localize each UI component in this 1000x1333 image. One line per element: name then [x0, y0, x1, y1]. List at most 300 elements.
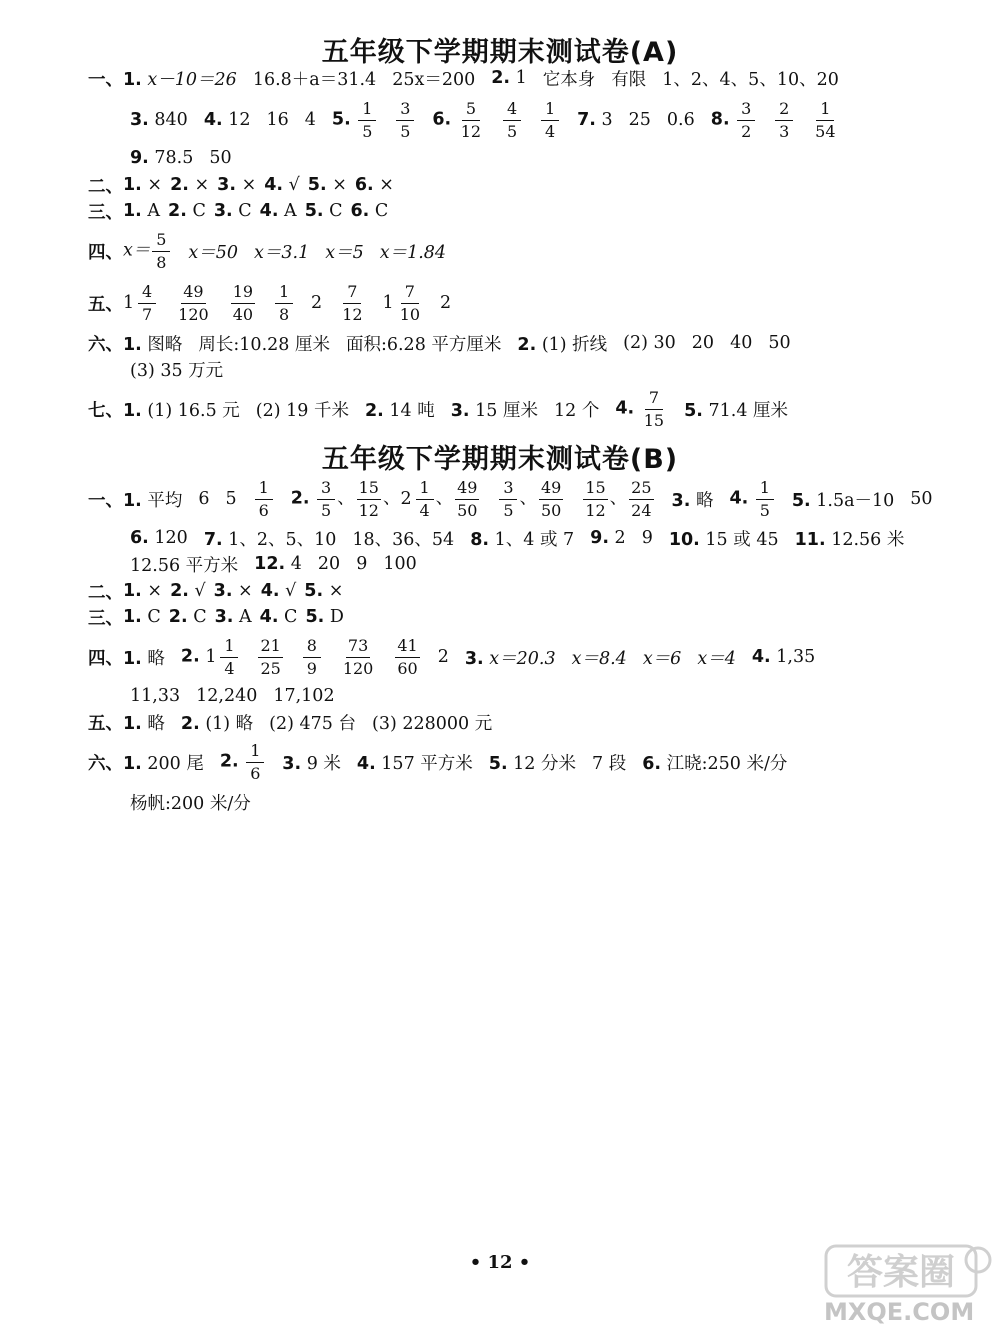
- answer-text: 15 或 45: [705, 529, 779, 550]
- fraction: [459, 100, 483, 140]
- answer-text: 平均: [147, 490, 183, 511]
- fraction-denominator: 5: [362, 121, 373, 141]
- fraction: [231, 283, 255, 323]
- question-number: 2.: [219, 751, 239, 772]
- answer: 16.8＋a＝31.4: [252, 69, 377, 90]
- fraction-denominator: 50: [457, 500, 478, 520]
- fraction-denominator: 120: [178, 304, 209, 324]
- answer-item: [470, 526, 574, 551]
- answer-item: [204, 110, 251, 130]
- answer-text: 12 分米: [513, 753, 577, 774]
- question-number: 5.: [684, 400, 703, 421]
- fraction-denominator: 6: [258, 500, 269, 520]
- fraction: [255, 479, 273, 519]
- fraction-numerator: 5: [462, 100, 480, 121]
- question-number: 5.: [331, 109, 351, 130]
- answer-item: [123, 397, 240, 422]
- question-number: 5.: [307, 175, 327, 195]
- section-heading: 四、: [88, 648, 123, 669]
- question-number: 4.: [203, 110, 223, 130]
- answer-text: C: [147, 607, 161, 627]
- answer-item: [123, 331, 182, 356]
- answer-item: 20: [691, 333, 715, 353]
- answer-item: [291, 479, 482, 519]
- question-number: 2.: [170, 175, 189, 195]
- page-number: • 12 •: [469, 1252, 531, 1273]
- fraction-numerator: 15: [357, 479, 381, 500]
- answer-text: (1) 折线: [541, 334, 608, 355]
- question-number: 5.: [488, 753, 508, 774]
- fraction: [303, 637, 321, 677]
- answer-text: C: [284, 607, 298, 627]
- answer-item: [752, 647, 815, 667]
- answer: 1、2、4、5、10、20: [662, 69, 839, 90]
- fraction-denominator: 7: [142, 304, 153, 324]
- fraction: [541, 100, 559, 140]
- test-b-section-4-line-1: [88, 629, 815, 685]
- fraction-denominator: 12: [358, 500, 379, 520]
- answer-text: 略: [695, 490, 714, 511]
- fraction-numerator: 1: [255, 479, 273, 500]
- answer-item: [229, 283, 257, 323]
- answer-item: 11,33: [130, 686, 181, 706]
- fraction-numerator: 7: [401, 283, 419, 304]
- answer-item: [168, 201, 206, 221]
- fraction-denominator: 5: [503, 500, 514, 520]
- answer-item: [517, 331, 607, 356]
- answer-text: 、: [519, 488, 537, 509]
- fraction-numerator: 3: [737, 100, 755, 121]
- question-number: 3.: [213, 201, 233, 221]
- answer-item: [215, 607, 252, 627]
- fraction-numerator: 1: [220, 637, 238, 658]
- fraction-denominator: 25: [260, 658, 281, 678]
- question-number: 3.: [214, 607, 234, 627]
- answer-item: [357, 750, 473, 775]
- fraction-denominator: 8: [156, 252, 167, 272]
- question-number: 1.: [123, 713, 142, 734]
- answer-text: 120: [154, 528, 188, 548]
- answer-item: [130, 528, 188, 548]
- answer-text: 1、4 或 7: [494, 529, 575, 550]
- fraction: [317, 479, 335, 519]
- fraction-numerator: 1: [756, 479, 774, 500]
- answer-text: x＝20.3: [489, 648, 556, 669]
- fraction: [340, 283, 364, 323]
- fraction-denominator: 5: [507, 121, 518, 141]
- fraction: [220, 637, 238, 677]
- fraction-denominator: 60: [397, 658, 418, 678]
- answer-item: 9: [356, 554, 368, 574]
- section-heading: 六、: [88, 753, 123, 774]
- fraction-numerator: 1: [416, 479, 434, 500]
- answer-item: [792, 487, 894, 512]
- fraction: [539, 479, 563, 519]
- answer-item: [711, 100, 757, 140]
- question-number: 3.: [213, 581, 233, 601]
- answer-item: 50: [768, 333, 791, 353]
- fraction-numerator: 73: [346, 637, 370, 658]
- answer-item: 周长:10.28 厘米: [198, 334, 330, 355]
- answer-item: [123, 175, 162, 195]
- question-number: 6.: [642, 753, 662, 774]
- answer-text: A: [284, 201, 297, 221]
- test-a-section-5: [88, 275, 451, 331]
- answer-item: [684, 397, 788, 422]
- answer: 840: [154, 110, 188, 130]
- question-number: 4.: [751, 647, 771, 667]
- answer-item: 12,240: [196, 686, 258, 706]
- answer-text: 157 平方米: [381, 753, 473, 774]
- question-number: 12.: [254, 554, 286, 574]
- answer: 1: [515, 68, 527, 88]
- answer-text: 杨帆:200 米/分: [130, 793, 251, 814]
- answer-item: [123, 607, 161, 627]
- answer-text: 、: [609, 488, 628, 509]
- question-number: 1.: [123, 400, 142, 421]
- question-number: 1.: [123, 334, 142, 355]
- fraction-denominator: 12: [460, 121, 482, 141]
- fraction: [756, 479, 774, 519]
- question-number: 5.: [304, 581, 324, 601]
- answer-text: 略: [147, 713, 165, 734]
- answer-item: [811, 100, 839, 140]
- question-number: 1.: [123, 607, 142, 627]
- question-number: 3.: [671, 490, 691, 511]
- fraction-denominator: 6: [250, 763, 261, 783]
- test-a-section-1-line-1: [88, 63, 839, 93]
- cross-mark: ×: [147, 175, 163, 195]
- question-number: 9.: [130, 148, 149, 168]
- answer-text: 1: [123, 292, 135, 313]
- answer-item: [174, 283, 213, 323]
- question-number: 2.: [491, 68, 511, 88]
- answer-text: 、: [337, 488, 355, 509]
- answer-item: 40: [730, 333, 753, 353]
- answer-item: [350, 201, 388, 221]
- question-number: 5.: [304, 201, 324, 221]
- answer-item: [260, 201, 297, 221]
- answer-item: [669, 526, 779, 551]
- check-mark: √: [194, 581, 206, 601]
- test-a-section-3: [88, 196, 396, 226]
- fraction-denominator: 5: [400, 121, 411, 141]
- fraction-numerator: 21: [258, 637, 282, 658]
- answer-item: [254, 554, 302, 574]
- question-number: 2.: [180, 646, 200, 667]
- question-number: 1.: [123, 175, 142, 195]
- question-number: 5.: [791, 490, 811, 511]
- cross-mark: ×: [332, 175, 347, 195]
- answer-text: 3: [601, 110, 613, 130]
- answer-text: 15 厘米: [475, 400, 538, 421]
- answer-item: x＝4: [697, 648, 736, 669]
- answer-item: 25: [628, 110, 651, 130]
- svg-text:答案圈: 答案圈: [846, 1252, 956, 1293]
- fraction: [138, 283, 156, 323]
- answer-item: [615, 389, 668, 429]
- answer: 有限: [611, 69, 647, 90]
- answer-item: 12.56 平方米: [130, 555, 239, 576]
- answer-item: [338, 283, 366, 323]
- answer-item: 4: [304, 110, 316, 130]
- fraction-denominator: 40: [232, 304, 254, 324]
- answer-text: 略: [147, 648, 165, 669]
- answer-item: 面积:6.28 平方厘米: [345, 334, 502, 355]
- answer-item: 2: [311, 293, 323, 313]
- answer-item: (3) 228000 元: [372, 713, 493, 734]
- section-heading: 四、: [88, 242, 123, 263]
- question-number: 2.: [290, 488, 310, 509]
- answer-text: 200 尾: [147, 753, 204, 774]
- answer-item: 100: [383, 554, 417, 574]
- answer-item: [220, 742, 266, 782]
- test-a-section-1-line-2: [130, 92, 840, 148]
- question-number: 3.: [282, 753, 302, 774]
- answer-item: [393, 637, 421, 677]
- answer-item: [123, 66, 237, 91]
- answer-item: [123, 645, 165, 670]
- answer-item: [365, 397, 435, 422]
- answer-text: 14 吨: [389, 400, 435, 421]
- fraction-denominator: 12: [342, 304, 363, 324]
- fraction-numerator: 25: [629, 479, 653, 500]
- answer-item: [301, 637, 323, 677]
- answer-text: D: [329, 607, 344, 627]
- answer-item: [282, 750, 341, 775]
- answer-item: x＝3.1: [254, 242, 310, 263]
- answer-text: 、: [382, 488, 401, 509]
- answer-item: [264, 175, 300, 195]
- section-heading: 一、: [88, 490, 123, 511]
- question-number: 1.: [123, 490, 142, 511]
- answer-item: [170, 175, 209, 195]
- section-heading: 一、: [88, 69, 123, 90]
- answer-item: [123, 750, 204, 775]
- cross-mark: ×: [238, 581, 253, 601]
- fraction-numerator: 19: [231, 283, 255, 304]
- fraction-numerator: 7: [343, 283, 361, 304]
- section-heading: 三、: [88, 608, 123, 629]
- fraction-denominator: 15: [643, 410, 665, 430]
- fraction-numerator: 1: [275, 283, 293, 304]
- answer-text: 12.56 米: [831, 529, 905, 550]
- question-number: 6.: [350, 201, 370, 221]
- fraction-denominator: 5: [759, 500, 770, 520]
- answer-item: [130, 148, 193, 168]
- fraction-numerator: 4: [138, 283, 156, 304]
- answer-item: [169, 607, 207, 627]
- fraction-numerator: 3: [499, 479, 517, 500]
- fraction-numerator: 7: [645, 389, 663, 410]
- answer-item: 5: [225, 489, 237, 509]
- answer-item: [590, 528, 626, 548]
- fraction: [258, 637, 282, 677]
- section-heading: 五、: [88, 294, 123, 315]
- answer-text: 12: [228, 110, 251, 130]
- answer-item: (2) 19 千米: [255, 400, 349, 421]
- answer-item: [273, 283, 295, 323]
- fraction: [416, 479, 434, 519]
- fraction: [455, 479, 479, 519]
- answer-item: [383, 283, 425, 323]
- answer-item: [214, 201, 252, 221]
- answer: x－10＝26: [147, 69, 237, 90]
- answer-text: C: [374, 201, 389, 221]
- answer-item: [123, 283, 158, 323]
- answer-item: [581, 479, 655, 519]
- fraction: [395, 637, 419, 677]
- fraction-numerator: 5: [152, 231, 170, 252]
- answer: 它本身: [542, 69, 596, 90]
- fraction-denominator: 24: [631, 500, 652, 520]
- fraction: [775, 100, 793, 140]
- question-number: 2.: [170, 581, 189, 601]
- answer-item: 18、36、54: [352, 529, 455, 550]
- fraction: [275, 283, 293, 323]
- answer-item: [130, 110, 188, 130]
- answer-item: [339, 637, 378, 677]
- fraction-denominator: 9: [306, 658, 317, 678]
- answer-item: 0.6: [666, 110, 695, 130]
- question-number: 2.: [168, 607, 188, 627]
- answer-text: 9 米: [306, 753, 341, 774]
- question-number: 3.: [464, 648, 484, 669]
- fraction-numerator: 3: [317, 479, 335, 500]
- answer-item: [304, 581, 343, 601]
- question-number: 4.: [259, 201, 279, 221]
- question-number: 6.: [432, 109, 452, 130]
- answer-text: 2: [614, 528, 626, 548]
- question-number: 4.: [615, 398, 635, 419]
- answer-item: [465, 645, 556, 670]
- fraction: [813, 100, 837, 140]
- answer-item: 50: [209, 148, 232, 168]
- answer-item: [181, 710, 253, 735]
- question-number: 2.: [168, 201, 187, 221]
- answer-text: 1.5a－10: [816, 490, 895, 511]
- answer-item: [214, 581, 253, 601]
- answer-item: [539, 100, 561, 140]
- answer-item: 17,102: [273, 686, 335, 706]
- answer-item: 9: [641, 528, 653, 548]
- answer-item: [642, 750, 787, 775]
- fraction: [642, 389, 666, 429]
- question-number: 2.: [517, 334, 537, 355]
- answer-text: C: [238, 201, 252, 221]
- answer-item: [773, 100, 795, 140]
- question-number: 9.: [590, 528, 609, 548]
- answer-item: 7 段: [592, 753, 627, 774]
- answer-text: 江晓:250 米/分: [666, 753, 788, 774]
- answer-item: [123, 201, 160, 221]
- fraction: [396, 100, 414, 140]
- answer-text: (1) 16.5 元: [147, 400, 240, 421]
- question-number: 4.: [260, 581, 280, 601]
- answer-item: [308, 175, 347, 195]
- question-number: 7.: [577, 110, 596, 130]
- question-number: 5.: [305, 607, 325, 627]
- test-a-section-6-line-2: [130, 354, 223, 384]
- answer-item: x＝1.84: [379, 242, 447, 263]
- fraction-numerator: 41: [395, 637, 419, 658]
- fraction-denominator: 12: [585, 500, 606, 520]
- test-b-section-6-line-1: [88, 734, 787, 790]
- question-number: 11.: [794, 529, 826, 550]
- answer-item: x＝8.4: [571, 648, 627, 669]
- section-heading: 三、: [88, 202, 123, 223]
- fraction: [176, 283, 211, 323]
- answer-item: [217, 175, 256, 195]
- answer-item: [256, 637, 284, 677]
- answer-item: [123, 710, 165, 735]
- answer-item: 6: [198, 489, 210, 509]
- fraction-numerator: 1: [541, 100, 559, 121]
- fraction-numerator: 1: [816, 100, 834, 121]
- test-a-section-4: [88, 223, 446, 279]
- answer-item: [451, 397, 538, 422]
- test-b-section-1-line-1: [88, 471, 933, 527]
- answer-item: [305, 607, 343, 627]
- question-number: 3.: [450, 400, 470, 421]
- question-number: 4.: [264, 175, 284, 195]
- fraction-denominator: 4: [419, 500, 430, 520]
- question-number: 1.: [123, 69, 142, 90]
- fraction-numerator: 2: [775, 100, 793, 121]
- fraction: [499, 479, 517, 519]
- question-number: 6.: [130, 528, 149, 548]
- answer-item: [497, 479, 565, 519]
- test-b-section-1-line-3: [130, 549, 417, 579]
- fraction: [341, 637, 376, 677]
- fraction-numerator: 1: [358, 100, 376, 121]
- answer-item: [204, 526, 337, 551]
- answer-text: 2: [400, 488, 412, 509]
- fraction-numerator: 49: [181, 283, 205, 304]
- test-a-section-7: [88, 381, 788, 437]
- answer-item: [123, 487, 182, 512]
- answer-text: 、: [435, 488, 454, 509]
- answer-text: (1) 略: [205, 713, 254, 734]
- answer-item: (2) 475 台: [269, 713, 356, 734]
- fraction: [629, 479, 653, 519]
- cross-mark: ×: [194, 175, 210, 195]
- fraction-denominator: 4: [224, 658, 235, 678]
- fraction-denominator: 2: [741, 121, 752, 141]
- fraction-denominator: 5: [321, 500, 332, 520]
- answer-text: C: [329, 201, 343, 221]
- answer-item: [170, 581, 206, 601]
- answer-item: 2: [440, 293, 452, 313]
- answer-item: [260, 607, 298, 627]
- answer-item: x＝50: [188, 242, 239, 263]
- question-number: 2.: [180, 713, 200, 734]
- test-b-section-6-line-2: [130, 787, 251, 817]
- fraction: [358, 100, 376, 140]
- question-number: 7.: [203, 529, 223, 550]
- answer-item: [181, 637, 241, 677]
- answer-item: [795, 526, 905, 551]
- question-number: 1.: [123, 753, 142, 774]
- answer-item: [672, 487, 714, 512]
- answer-text: A: [147, 201, 161, 221]
- watermark: [822, 1240, 994, 1330]
- question-number: 6.: [354, 175, 374, 195]
- question-number: 8.: [470, 529, 490, 550]
- fraction-denominator: 50: [540, 500, 562, 520]
- answer-text: 71.4 厘米: [708, 400, 789, 421]
- fraction-numerator: 15: [583, 479, 607, 500]
